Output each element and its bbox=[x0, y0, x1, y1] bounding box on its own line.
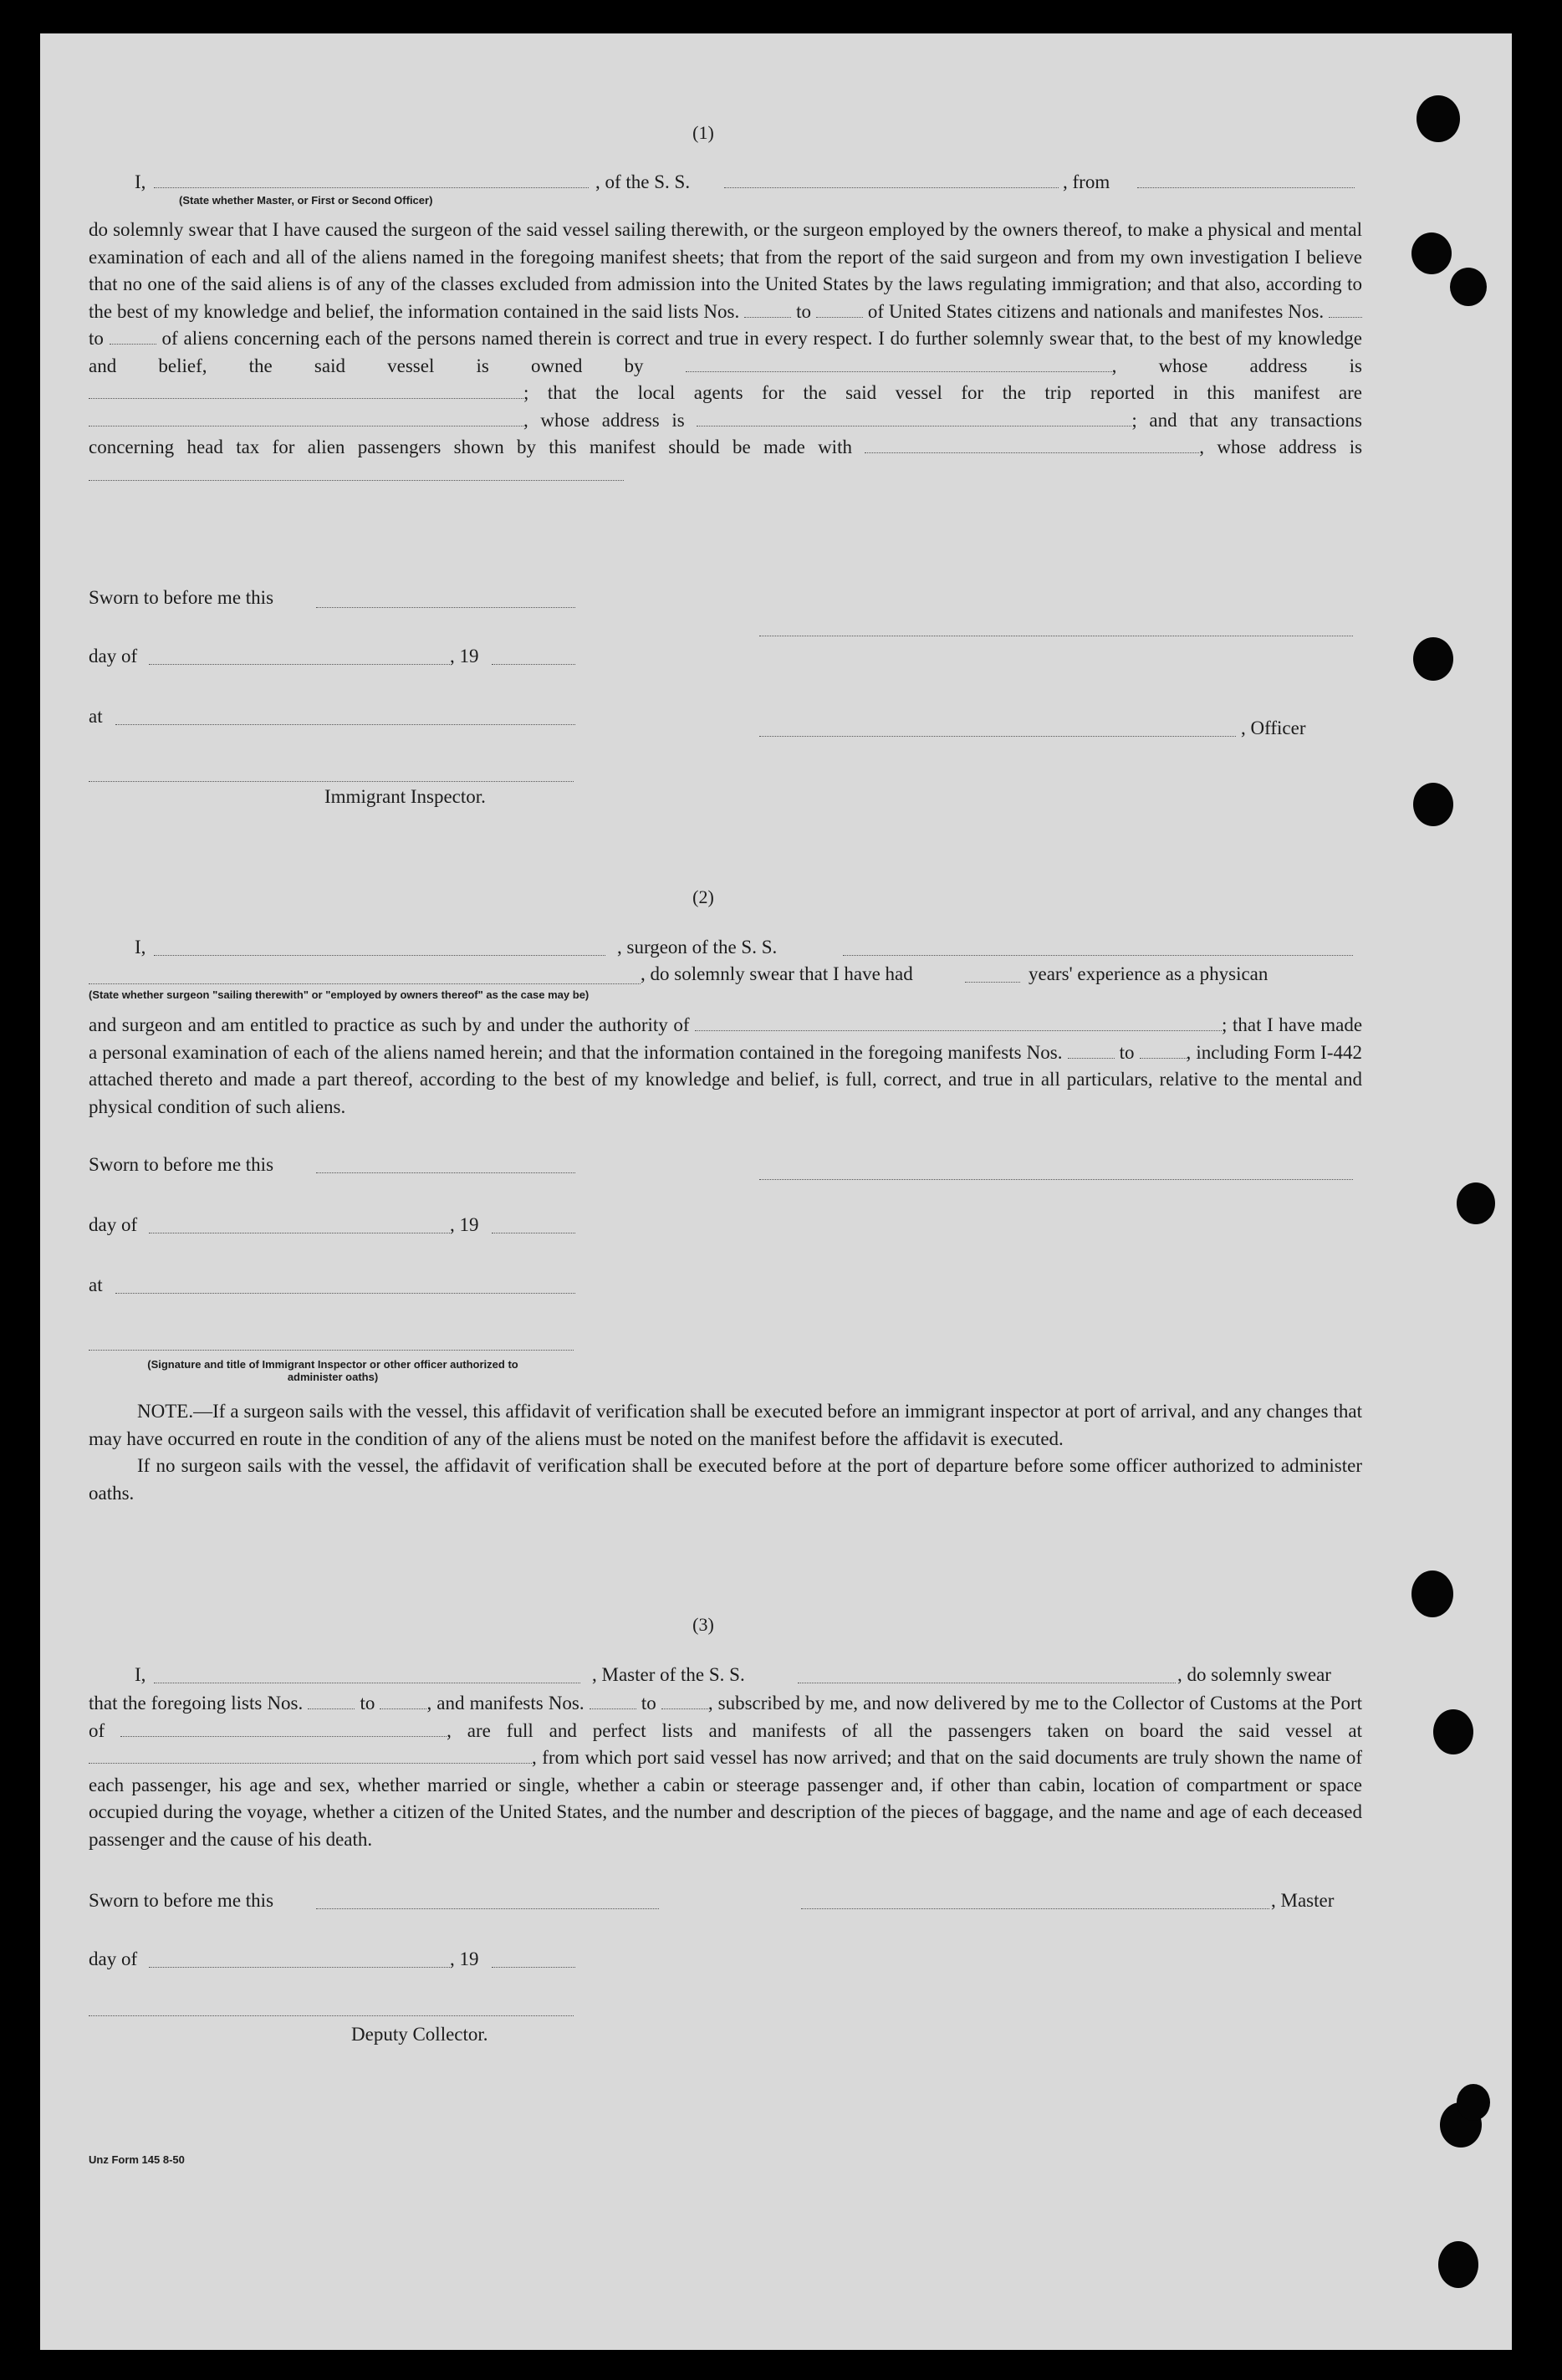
place-field[interactable] bbox=[115, 724, 575, 725]
paragraph-text: , including Form I-442 attached thereto and made a part thereof, according to the best of my knowledge and belief, is full, correct, and true in all particulars, relative to the mental and physical condition of such aliens. bbox=[89, 1041, 1362, 1117]
binder-hole bbox=[1433, 1709, 1473, 1754]
label-swear: , do solemnly swear that I have had bbox=[641, 963, 913, 984]
binder-hole bbox=[1411, 1570, 1453, 1617]
day-field[interactable] bbox=[149, 1967, 450, 1968]
year-label: , 19 bbox=[450, 1214, 479, 1235]
paragraph-text: of aliens concerning each of the persons named therein is correct and true in every respect. I do further solemnly swear that, to the best of my knowledge and belief, the said vessel is owned by bbox=[89, 328, 1363, 376]
sworn-date-field[interactable] bbox=[316, 1172, 575, 1173]
label-master: , Master of the S. S. bbox=[592, 1664, 745, 1685]
sworn-date-field[interactable] bbox=[316, 607, 575, 608]
field-hint: (State whether surgeon "sailing therewith" or "employed by owners thereof" as the case may be) bbox=[89, 988, 590, 1001]
label-to: to bbox=[89, 328, 104, 349]
paragraph-text: do solemnly swear that I have caused the surgeon of the said vessel sailing therewith, or the surgeon employed by the owners thereof, to make a physical and mental examination of each and all of the aliens named in the foregoing manifest sheets; that from the report of the said surgeon and from my own investigation I believe that no one of the said aliens is of any of the classes excluded from admission into the United States by the laws regulating immigration; and that also, according to the best of my knowledge and belief, the information contained in the said lists Nos. bbox=[89, 219, 1362, 322]
list-from-field[interactable] bbox=[744, 302, 791, 318]
form-page bbox=[40, 33, 1512, 2350]
surgeon-name-field[interactable] bbox=[154, 955, 605, 956]
paragraph-text: that the foregoing lists Nos. bbox=[89, 1693, 304, 1713]
label-i: I, bbox=[135, 171, 146, 192]
label-to: to bbox=[796, 300, 812, 322]
agents-field[interactable] bbox=[89, 411, 523, 426]
head-tax-address-field[interactable] bbox=[89, 465, 624, 481]
paragraph-text: , whose address is bbox=[523, 409, 685, 431]
binder-hole bbox=[1438, 2241, 1478, 2288]
day-of-label: day of bbox=[89, 1214, 138, 1235]
day-of-label: day of bbox=[89, 1948, 138, 1969]
paragraph-text: , from which port said vessel has now arrived; and that on the said documents are truly shown the name of each passenger, his age and sex, whether married or single, whether a cabin or steerage passenger and, if other than cabin, location of compartment or space occupied during the voyage, whether a citizen of the United States, and the number and description of the pieces of baggage, and the name and age of each deceased passenger and the cause of his death. bbox=[89, 1747, 1362, 1850]
day-field[interactable] bbox=[149, 664, 450, 665]
inspector-signature-field[interactable] bbox=[89, 1350, 574, 1351]
inspector-label: Immigrant Inspector. bbox=[324, 786, 486, 807]
note-block bbox=[89, 1398, 1362, 1507]
paragraph-text: , subscribed by me, and now delivered by me to the Collector of Customs at the Port of bbox=[89, 1693, 1363, 1741]
departure-port-field[interactable] bbox=[89, 1748, 532, 1764]
label-of-ss: , of the S. S. bbox=[595, 171, 691, 192]
list-to-field[interactable] bbox=[816, 302, 863, 318]
paragraph-text: , and manifests Nos. bbox=[426, 1693, 584, 1713]
manifest-from-field[interactable] bbox=[590, 1693, 636, 1709]
master-label: , Master bbox=[1271, 1890, 1335, 1911]
ship-name-field[interactable] bbox=[724, 187, 1059, 188]
binder-hole bbox=[1413, 637, 1453, 681]
section3-body bbox=[89, 1690, 1362, 1853]
form-number: Unz Form 145 8-50 bbox=[89, 2153, 185, 2166]
paragraph-text: ; and that any transactions concerning head tax for alien passengers shown by this manifest should be made with bbox=[89, 409, 1362, 457]
list-from-field[interactable] bbox=[308, 1693, 355, 1709]
ship-name-field[interactable] bbox=[843, 955, 1353, 956]
collector-label: Deputy Collector. bbox=[351, 2024, 488, 2045]
note-paragraph: If no surgeon sails with the vessel, the affidavit of verification shall be executed before at the port of departure before some officer authorized to administer oaths. bbox=[89, 1455, 1362, 1504]
manifest-to-field[interactable] bbox=[110, 329, 156, 345]
officer-label: , Officer bbox=[1241, 718, 1306, 738]
comma: , bbox=[1199, 437, 1205, 457]
paragraph-text: ; that the local agents for the said vessel for the trip reported in this manifest are bbox=[523, 382, 1362, 403]
binder-hole bbox=[1417, 95, 1460, 142]
section-number: (2) bbox=[692, 886, 714, 907]
agents-address-field[interactable] bbox=[697, 411, 1131, 426]
label-years: years' experience as a physican bbox=[1029, 963, 1268, 984]
paragraph-text: , are full and perfect lists and manifests of all the passengers taken on board the said vessel at bbox=[447, 1719, 1363, 1741]
label-from: , from bbox=[1063, 171, 1110, 192]
binder-hole bbox=[1450, 268, 1487, 306]
port-field[interactable] bbox=[120, 1721, 447, 1737]
paragraph-text: , whose address is bbox=[1111, 355, 1362, 376]
label-to: to bbox=[641, 1693, 656, 1713]
paragraph-text: whose address is bbox=[1217, 437, 1363, 457]
signature-line[interactable] bbox=[759, 1179, 1353, 1180]
year-field[interactable] bbox=[492, 664, 575, 665]
section2-body: and surgeon and am entitled to practice as such by and under the authority of ; that I have made a personal examination of each of the aliens named herein; and that the information contained in the foregoing manifests Nos. to , including Form I-442 attached thereto and made a part thereof, according to the best of my knowledge and belief, is full, correct, and true in all particulars, relative to the mental and physical condition of such aliens. bbox=[89, 1014, 1363, 1117]
inspector-signature-field[interactable] bbox=[89, 781, 574, 782]
sworn-label: Sworn to before me this bbox=[89, 1154, 274, 1175]
at-label: at bbox=[89, 1274, 103, 1295]
binder-hole bbox=[1413, 783, 1453, 826]
binder-hole bbox=[1411, 232, 1452, 274]
manifest-to-field[interactable] bbox=[1140, 1043, 1187, 1059]
label-to: to bbox=[1119, 1041, 1135, 1063]
field-hint: (State whether Master, or First or Second Officer) bbox=[179, 194, 433, 207]
paragraph-text: that I have made a personal examination of each of the aliens named herein; and that the information contained in the foregoing manifests Nos. bbox=[89, 1014, 1363, 1063]
master-signature-field[interactable] bbox=[801, 1908, 1269, 1909]
section1-body bbox=[89, 217, 1362, 488]
years-field[interactable] bbox=[965, 982, 1020, 983]
officer-signature-field[interactable] bbox=[759, 736, 1236, 737]
from-port-field[interactable] bbox=[1137, 187, 1355, 188]
paragraph-text: of United States citizens and nationals and manifestes Nos. bbox=[867, 300, 1325, 322]
sworn-date-field[interactable] bbox=[316, 1908, 659, 1909]
label-to: to bbox=[360, 1693, 375, 1713]
authority-field[interactable] bbox=[695, 1015, 1222, 1031]
section-number: (1) bbox=[692, 122, 714, 143]
officer-name-field[interactable] bbox=[154, 187, 589, 188]
label-swear: , do solemnly swear bbox=[1177, 1664, 1331, 1685]
manifest-from-field[interactable] bbox=[1329, 302, 1362, 318]
paragraph-text: and surgeon and am entitled to practice as such by and under the authority of bbox=[89, 1014, 690, 1035]
label-i: I, bbox=[135, 1664, 146, 1685]
owner-address-field[interactable] bbox=[89, 383, 523, 399]
manifest-from-field[interactable] bbox=[1068, 1043, 1115, 1059]
sworn-label: Sworn to before me this bbox=[89, 1890, 274, 1911]
section-number: (3) bbox=[692, 1614, 714, 1635]
binder-hole bbox=[1457, 1182, 1495, 1224]
year-field[interactable] bbox=[492, 1967, 575, 1968]
owner-field[interactable] bbox=[686, 356, 1112, 372]
list-to-field[interactable] bbox=[380, 1693, 426, 1709]
year-label: , 19 bbox=[450, 1948, 479, 1969]
note-paragraph: NOTE.—If a surgeon sails with the vessel, this affidavit of verification shall be executed before an immigrant inspector at port of arrival, and any changes that may have occurred en route in the condition of any of the aliens must be noted on the manifest before the affidavit is executed. bbox=[89, 1401, 1362, 1449]
surgeon-status-field[interactable] bbox=[89, 983, 641, 984]
sworn-label: Sworn to before me this bbox=[89, 587, 274, 608]
year-label: , 19 bbox=[450, 646, 479, 667]
at-label: at bbox=[89, 706, 103, 727]
head-tax-field[interactable] bbox=[865, 437, 1199, 453]
signature-hint: (Signature and title of Immigrant Inspector or other officer authorized to administer oaths) bbox=[147, 1358, 518, 1383]
label-surgeon: , surgeon of the S. S. bbox=[617, 937, 778, 958]
day-of-label: day of bbox=[89, 646, 138, 667]
collector-signature-field[interactable] bbox=[89, 2015, 574, 2016]
label-i: I, bbox=[135, 937, 146, 958]
binder-hole bbox=[1457, 2084, 1490, 2121]
place-field[interactable] bbox=[115, 1293, 575, 1294]
manifest-to-field[interactable] bbox=[661, 1693, 708, 1709]
